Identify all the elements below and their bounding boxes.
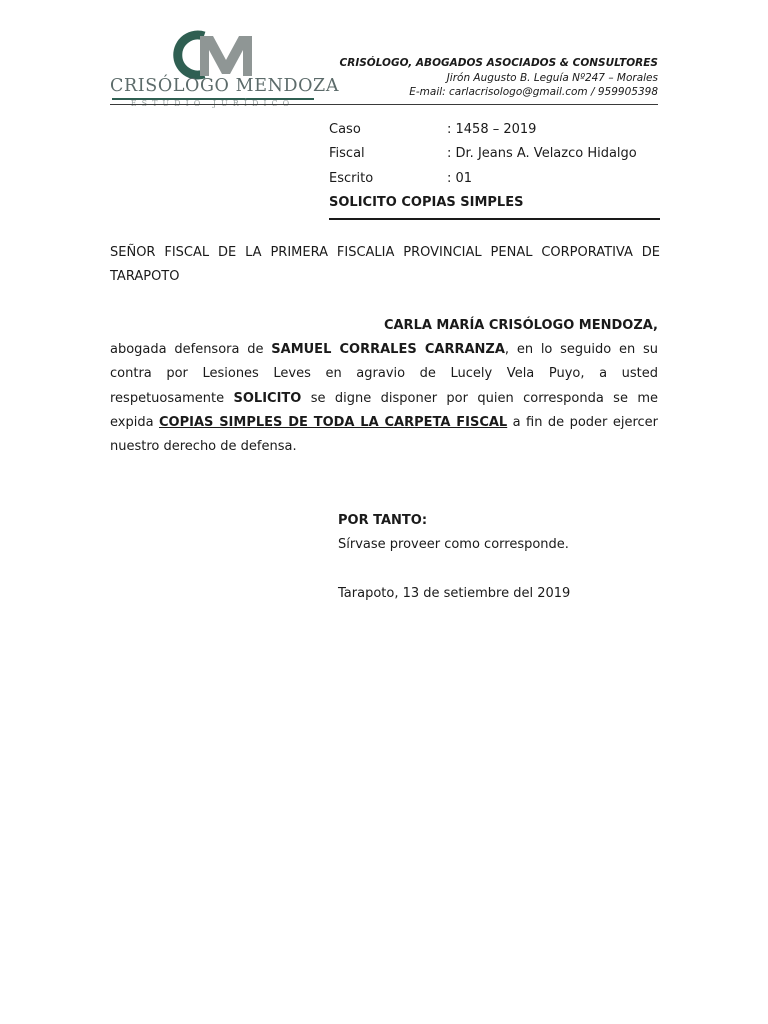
firm-logo	[110, 30, 340, 102]
caso-value: : 1458 – 2019	[447, 122, 537, 137]
solicito-word: SOLICITO	[233, 390, 302, 406]
fiscal-value: : Dr. Jeans A. Velazco Hidalgo	[447, 146, 637, 162]
firm-info	[340, 56, 658, 100]
por-tanto: POR TANTO:	[338, 513, 428, 528]
body-text-3: se digne disponer por quien corresponda se me expida	[110, 390, 658, 430]
caso-label: Caso	[329, 122, 361, 137]
case-divider	[329, 218, 660, 220]
firm-name: CRISÓLOGO, ABOGADOS ASOCIADOS & CONSULTORES	[339, 57, 658, 69]
body-text-1: abogada defensora de	[110, 342, 272, 357]
defendant-name: SAMUEL CORRALES CARRANZA	[271, 342, 505, 357]
fiscal-row	[329, 142, 660, 166]
header-divider	[110, 104, 658, 105]
request-object: COPIAS SIMPLES DE TODA LA CARPETA FISCAL	[158, 414, 508, 430]
sirvase-line: Sírvase proveer como corresponde.	[338, 537, 569, 552]
cm-monogram-logo	[168, 30, 258, 80]
sender-name: CARLA MARÍA CRISÓLOGO MENDOZA,	[383, 318, 658, 333]
document-title: SOLICITO COPIAS SIMPLES	[329, 194, 524, 210]
addressee: SEÑOR FISCAL DE LA PRIMERA FISCALIA PROVINCIAL PENAL CORPORATIVA DE TARAPOTO	[110, 245, 660, 285]
firm-address: Jirón Augusto B. Leguía Nº247 – Morales	[446, 71, 658, 84]
fiscal-label: Fiscal	[329, 146, 365, 162]
request-paragraph	[110, 338, 658, 459]
logo-name: CRISÓLOGO MENDOZA	[110, 76, 340, 96]
case-row	[329, 118, 660, 142]
escrito-row	[329, 167, 660, 191]
escrito-label: Escrito	[329, 170, 374, 186]
case-info	[329, 118, 660, 215]
body-text-4: a fin de poder ejercer nuestro derecho de defensa.	[110, 414, 658, 455]
place-date: Tarapoto, 13 de setiembre del 2019	[338, 586, 571, 601]
body-text-2: , en lo seguido en su contra por Lesiones Leves en agravio de Lucely Vela Puyo, a usted respetuosamente	[110, 342, 659, 406]
firm-contact: E-mail: carlacrisologo@gmail.com / 959905398	[409, 86, 658, 98]
escrito-value: : 01	[447, 170, 473, 186]
